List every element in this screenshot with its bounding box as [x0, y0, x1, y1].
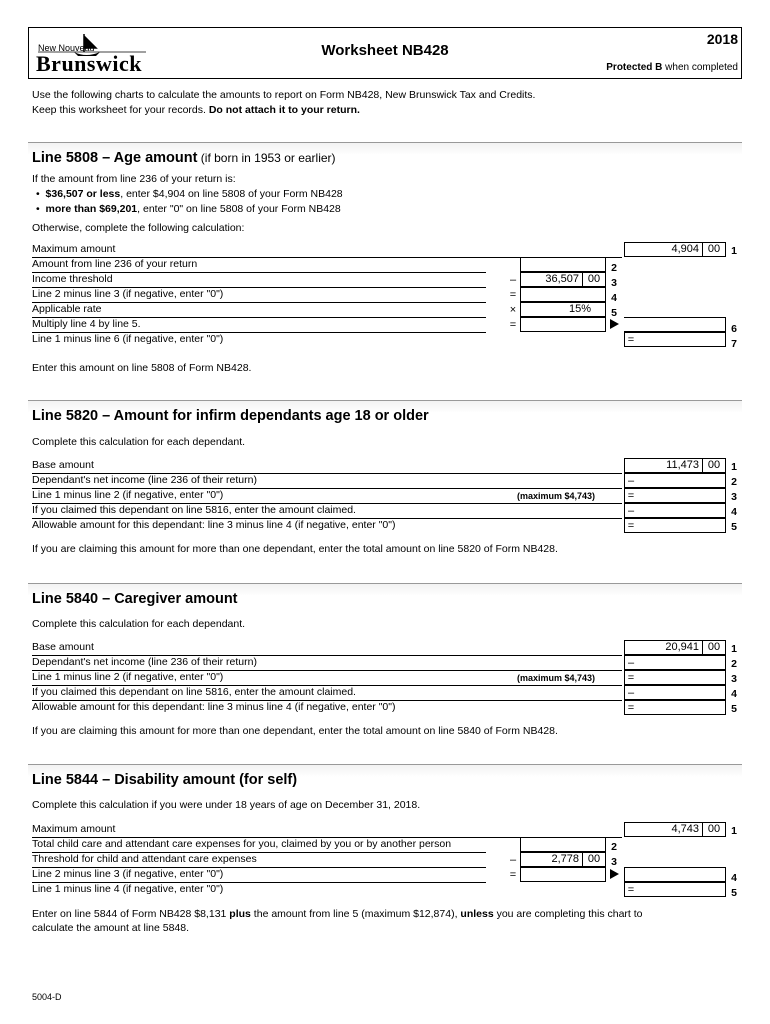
intro-line-1: Use the following charts to calculate the amounts to report on Form NB428, New Brunswick Tax and Credits. — [32, 89, 536, 101]
section-5840-p1: Complete this calculation for each dependant. — [32, 618, 246, 630]
line-number: 6 — [731, 323, 737, 335]
line-number: 2 — [611, 841, 617, 853]
s5820-line4-field[interactable] — [624, 503, 726, 518]
page-title: Worksheet NB428 — [321, 42, 449, 59]
line-number: 1 — [731, 245, 737, 257]
minus-op: – — [509, 274, 517, 286]
section-5820-note: If you are claiming this amount for more than one dependant, enter the total amount on line 5820 of Form NB428. — [32, 543, 558, 555]
note-bold-plus: plus — [229, 908, 251, 920]
equals-op: = — [509, 319, 517, 331]
bullet-1-rest: , enter $4,904 on line 5808 of your Form NB428 — [120, 188, 343, 200]
note-part: the amount from line 5 (maximum $12,874), — [250, 908, 461, 920]
arrow-right-icon — [610, 869, 619, 879]
note-part: Enter on line 5844 of Form NB428 $8,131 — [32, 908, 230, 920]
section-5840-note: If you are claiming this amount for more than one dependant, enter the total amount on line 5840 of Form NB428. — [32, 725, 558, 737]
s5844-max-dollars: 4,743 — [671, 823, 699, 835]
logo-wordmark: Brunswick — [36, 51, 142, 76]
protected-rest-text: when completed — [662, 62, 738, 73]
s5844-threshold-dollars: 2,778 — [551, 853, 579, 865]
times-op: × — [509, 304, 517, 316]
protected-b-text: Protected B — [606, 62, 663, 73]
equals-op: = — [627, 884, 635, 896]
section-5808-bullet-1: • $36,507 or less, enter $4,904 on line 5808 of your Form NB428 — [36, 188, 343, 200]
s5840-base-cents: 00 — [702, 641, 725, 654]
s5808-max-dollars: 4,904 — [671, 243, 699, 255]
minus-op: – — [627, 687, 635, 699]
s5840-row-2: Dependant's net income (line 236 of their return) — [32, 655, 622, 671]
section-5808-bullet-2: • more than $69,201, enter "0" on line 5808 of your Form NB428 — [36, 203, 341, 215]
line-number: 5 — [731, 703, 737, 715]
s5808-row-6: Multiply line 4 by line 5. — [32, 317, 486, 333]
s5808-row-5: Applicable rate — [32, 302, 486, 318]
line-number: 7 — [731, 338, 737, 350]
bullet-2-bold: more than $69,201 — [45, 203, 138, 215]
bullet-1-bold: $36,507 or less — [45, 188, 121, 200]
section-5820-title: Line 5820 – Amount for infirm dependants age 18 or older — [32, 408, 429, 424]
arrow-right-icon — [610, 319, 619, 329]
equals-op: = — [627, 490, 635, 502]
s5808-row-2: Amount from line 236 of your return — [32, 257, 486, 273]
section-5808-p1: If the amount from line 236 of your return is: — [32, 173, 236, 185]
form-code: 5004-D — [32, 992, 62, 1002]
line-number: 2 — [731, 658, 737, 670]
intro-bold: Do not attach it to your return. — [208, 104, 360, 116]
section-5844-note-1 — [32, 907, 643, 922]
s5808-line6-input[interactable] — [520, 317, 606, 332]
equals-op: = — [627, 520, 635, 532]
line-number: 4 — [731, 688, 737, 700]
section-5808-title-paren: (if born in 1953 or earlier) — [197, 151, 336, 165]
s5844-line2-field[interactable] — [520, 837, 606, 852]
s5840-max-label: (maximum $4,743) — [517, 673, 596, 683]
s5844-threshold-cents: 00 — [582, 853, 605, 866]
note-part: you are completing this chart to — [493, 908, 643, 920]
section-5840-title: Line 5840 – Caregiver amount — [32, 591, 238, 607]
line-number: 5 — [611, 307, 617, 319]
s5808-max-cents: 00 — [702, 243, 725, 256]
line-number: 1 — [731, 643, 737, 655]
s5808-row-1: Maximum amount — [32, 242, 622, 258]
intro-line-2 — [32, 103, 360, 118]
minus-op: – — [627, 475, 635, 487]
equals-op: = — [627, 702, 635, 714]
equals-op: = — [509, 289, 517, 301]
equals-op: = — [627, 672, 635, 684]
s5844-line1-field[interactable] — [624, 822, 726, 837]
s5820-row-1: Base amount — [32, 458, 622, 474]
s5820-line1-field[interactable] — [624, 458, 726, 473]
section-5808-title-text: Line 5808 – Age amount — [32, 150, 198, 166]
s5840-row-5: Allowable amount for this dependant: line 3 minus line 4 (if negative, enter "0") — [32, 701, 396, 713]
line-number: 4 — [731, 506, 737, 518]
s5808-row-4: Line 2 minus line 3 (if negative, enter "0") — [32, 287, 486, 303]
s5808-line3-field[interactable] — [520, 272, 606, 287]
s5808-line1-field[interactable] — [624, 242, 726, 257]
minus-op: – — [627, 657, 635, 669]
s5840-line5-field[interactable] — [624, 700, 726, 715]
bullet-2-rest: , enter "0" on line 5808 of your Form NB428 — [137, 203, 341, 215]
s5808-threshold-cents: 00 — [582, 273, 605, 286]
s5844-max-cents: 00 — [702, 823, 725, 836]
s5820-line5-field[interactable] — [624, 518, 726, 533]
s5808-line7-field[interactable] — [624, 332, 726, 347]
line-number: 1 — [731, 825, 737, 837]
line-number: 5 — [731, 521, 737, 533]
line-number: 3 — [731, 491, 737, 503]
s5820-row-4: If you claimed this dependant on line 5816, enter the amount claimed. — [32, 503, 622, 519]
s5808-line5-field[interactable]: 15% — [520, 302, 606, 317]
line-number: 4 — [611, 292, 617, 304]
s5844-line4-field[interactable] — [624, 867, 726, 882]
s5840-row-4: If you claimed this dependant on line 5816, enter the amount claimed. — [32, 685, 622, 701]
section-5844-note-2: calculate the amount at line 5848. — [32, 922, 190, 934]
s5840-line3-field[interactable] — [624, 670, 726, 685]
s5844-row-5: Line 1 minus line 4 (if negative, enter "0") — [32, 883, 224, 895]
s5808-row-3: Income threshold — [32, 272, 486, 288]
tax-year: 2018 — [706, 31, 738, 47]
line-number: 3 — [611, 856, 617, 868]
s5844-line4-input[interactable] — [520, 867, 606, 882]
s5840-row-1: Base amount — [32, 640, 622, 656]
s5844-line5-field[interactable] — [624, 882, 726, 897]
section-5820-p1: Complete this calculation for each dependant. — [32, 436, 246, 448]
line-number: 1 — [731, 461, 737, 473]
s5844-row-3: Threshold for child and attendant care expenses — [32, 852, 486, 868]
logo-bilingual-text: New Nouveau — [38, 43, 95, 53]
s5808-line4-field[interactable] — [520, 287, 606, 302]
s5808-threshold-dollars: 36,507 — [545, 273, 579, 285]
s5840-row-3: Line 1 minus line 2 (if negative, enter "0") — [32, 670, 622, 686]
section-5808-p2: Otherwise, complete the following calculation: — [32, 222, 245, 234]
s5844-row-2: Total child care and attendant care expenses for you, claimed by you or by another person — [32, 837, 486, 853]
s5844-row-4: Line 2 minus line 3 (if negative, enter "0") — [32, 867, 486, 883]
section-5844-title: Line 5844 – Disability amount (for self) — [32, 772, 298, 788]
s5808-line2-field[interactable] — [520, 257, 606, 272]
protected-label — [606, 62, 738, 73]
section-5808-note: Enter this amount on line 5808 of Form NB428. — [32, 362, 252, 374]
s5840-line2-field[interactable] — [624, 655, 726, 670]
s5820-row-3: Line 1 minus line 2 (if negative, enter "0") — [32, 488, 622, 504]
s5840-line1-field[interactable] — [624, 640, 726, 655]
s5808-row-7: Line 1 minus line 6 (if negative, enter "0") — [32, 333, 224, 345]
equals-op: = — [627, 334, 635, 346]
s5844-row-1: Maximum amount — [32, 822, 622, 838]
s5820-line2-field[interactable] — [624, 473, 726, 488]
minus-op: – — [627, 505, 635, 517]
equals-op: = — [509, 869, 517, 881]
s5820-base-dollars: 11,473 — [666, 459, 699, 471]
line-number: 4 — [731, 872, 737, 884]
s5844-line3-field[interactable] — [520, 852, 606, 867]
line-number: 3 — [611, 277, 617, 289]
section-5808-title — [32, 150, 336, 166]
intro-plain: Keep this worksheet for your records. — [32, 104, 209, 116]
s5820-line3-field[interactable] — [624, 488, 726, 503]
section-5844-p1: Complete this calculation if you were under 18 years of age on December 31, 2018. — [32, 799, 421, 811]
s5840-base-dollars: 20,941 — [665, 641, 699, 653]
s5820-row-5: Allowable amount for this dependant: line 3 minus line 4 (if negative, enter "0") — [32, 519, 396, 531]
line-number: 3 — [731, 673, 737, 685]
s5840-line4-field[interactable] — [624, 685, 726, 700]
s5820-max-label: (maximum $4,743) — [517, 491, 596, 501]
line-number: 2 — [611, 262, 617, 274]
minus-op: – — [509, 854, 517, 866]
note-bold-unless: unless — [460, 908, 494, 920]
line-number: 2 — [731, 476, 737, 488]
s5820-base-cents: 00 — [702, 459, 725, 472]
s5808-line6-field[interactable] — [624, 317, 726, 332]
line-number: 5 — [731, 887, 737, 899]
s5820-row-2: Dependant's net income (line 236 of their return) — [32, 473, 622, 489]
